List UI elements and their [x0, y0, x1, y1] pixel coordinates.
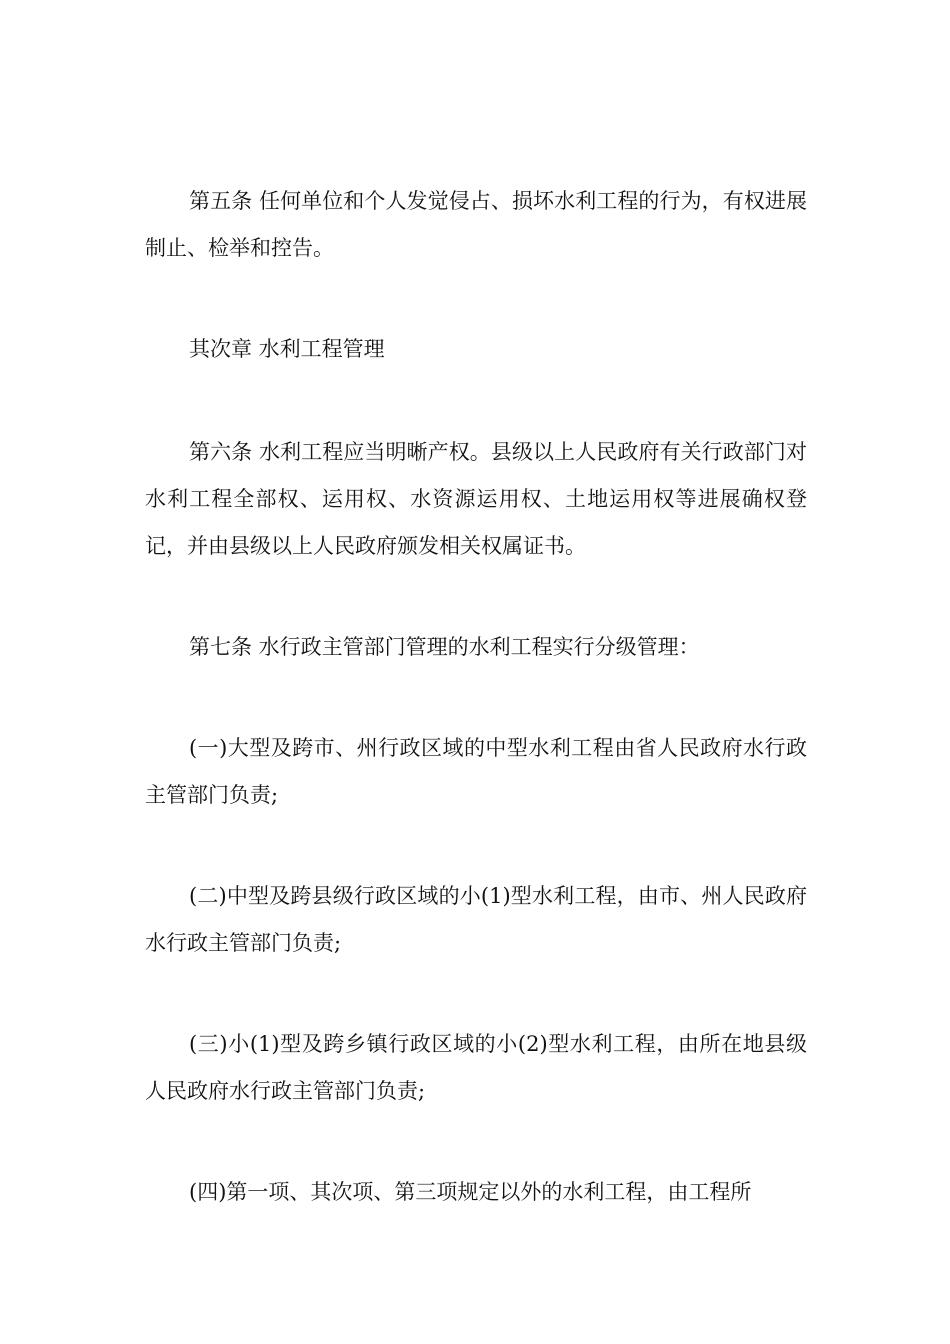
list-item-4: (四)第一项、其次项、第三项规定以外的水利工程，由工程所	[189, 1180, 752, 1204]
list-item-3: (三)小(1)型及跨乡镇行政区域的小(2)型水利工程，由所在地县级人民政府水行政主管部门负责;	[145, 1032, 807, 1103]
list-item-2: (二)中型及跨县级行政区域的小(1)型水利工程，由市、州人民政府水行政主管部门负责;	[145, 884, 807, 955]
paragraph-article-6: 第六条 水利工程应当明晰产权。县级以上人民政府有关行政部门对水利工程全部权、运用权、水资源运用权、土地运用权等进展确权登记，并由县级以上人民政府颁发相关权属证书。	[145, 440, 807, 558]
paragraph-article-7: 第七条 水行政主管部门管理的水利工程实行分级管理：	[189, 635, 700, 659]
document-page	[145, 178, 807, 1270]
paragraph-article-5: 第五条 任何单位和个人发觉侵占、损坏水利工程的行为，有权进展制止、检举和控告。	[145, 189, 807, 260]
chapter-heading: 其次章 水利工程管理	[189, 337, 385, 361]
list-item-1: (一)大型及跨市、州行政区域的中型水利工程由省人民政府水行政主管部门负责;	[145, 736, 807, 807]
